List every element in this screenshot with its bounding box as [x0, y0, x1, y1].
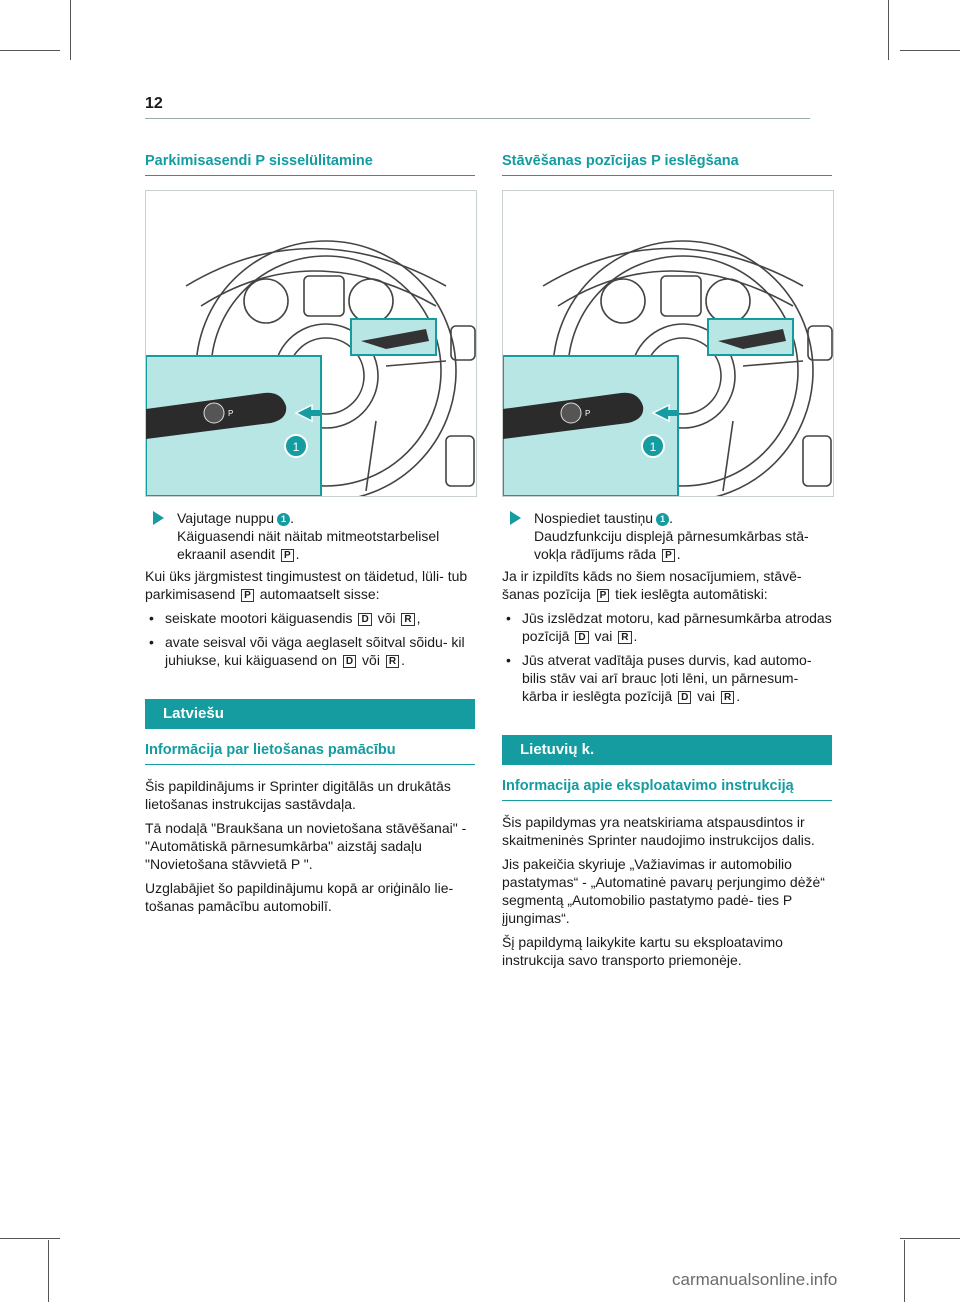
- item-conj: vai: [594, 628, 613, 644]
- figure-callout: 1: [292, 440, 300, 454]
- gear-symbol-r: R: [401, 613, 414, 626]
- step-punct: .: [295, 546, 300, 562]
- condition-list: [145, 609, 475, 669]
- body-paragraph: Šis papildymas yra neatskiriama atspausdintos ir skaitmeninės Sprinter naudojimo instrukcijos dalis.: [502, 814, 815, 848]
- list-item: [145, 633, 475, 669]
- step-result: Daudzfunkciju displejā pārnesumkārbas stā- vokļa rādījums rāda: [534, 528, 809, 562]
- item-text: Jūs atverat vadītāja puses durvis, kad automo- bilis stāv vai arī brauc ļoti lēni, un pārnesum- kārba ir ieslēgta pozīcijā: [522, 652, 812, 704]
- steering-wheel-figure: [145, 190, 477, 497]
- watermark-link[interactable]: carmanualsonline.info: [672, 1270, 838, 1289]
- gear-symbol-r: R: [386, 655, 399, 668]
- item-text: seiskate mootori käiguasendis: [165, 610, 353, 626]
- crop-mark: [888, 0, 889, 60]
- crop-mark: [0, 1238, 60, 1239]
- crop-mark: [900, 50, 960, 51]
- list-item: [145, 609, 475, 627]
- body-paragraph: Tā nodaļā "Braukšana un novietošana stāvēšanai" - "Automātiskā pārnesumkārba" aizstāj sadaļu "Novietošana stāvvietā P ".: [145, 820, 467, 872]
- gear-symbol-p: P: [281, 549, 294, 562]
- condition-intro: [145, 567, 475, 603]
- list-item: [502, 651, 832, 705]
- item-conj: või: [377, 610, 396, 626]
- subsection-heading: Informācija par lietošanas pamācību: [145, 729, 475, 765]
- gear-symbol-d: D: [575, 631, 588, 644]
- condition-list: [502, 609, 832, 705]
- section-heading: Parkimisasendi P sisselülitamine: [145, 152, 475, 176]
- steering-wheel-illustration: [146, 191, 476, 496]
- intro-text: Ja ir izpildīts kāds no šiem nosacījumiem, stāvē- šanas pozīcija: [502, 568, 802, 602]
- list-item: [502, 609, 832, 645]
- body-paragraph: Uzglabājiet šo papildinājumu kopā ar oriģinālo lie- tošanas pamācību automobilī.: [145, 880, 454, 914]
- instruction-step: [145, 509, 475, 563]
- step-arrow-icon: [510, 511, 521, 525]
- header-rule: [145, 118, 810, 119]
- item-punct: .: [633, 628, 638, 644]
- item-text: Jūs izslēdzat motoru, kad pārnesumkārba atrodas pozīcijā: [522, 610, 832, 644]
- step-text: Nospiediet taustiņu: [534, 510, 654, 526]
- gear-symbol-d: D: [343, 655, 356, 668]
- step-punct: .: [676, 546, 681, 562]
- gear-symbol-d: D: [358, 613, 371, 626]
- steering-wheel-illustration: [503, 191, 833, 496]
- step-punct: .: [669, 510, 673, 526]
- step-arrow-icon: [153, 511, 164, 525]
- gear-symbol-p: P: [241, 589, 254, 602]
- crop-mark: [0, 50, 60, 51]
- crop-mark: [900, 1238, 960, 1239]
- intro-text: Kui üks järgmistest tingimustest on täidetud, lüli- tub parkimisasend: [145, 568, 468, 602]
- figure-callout: 1: [649, 440, 657, 454]
- language-banner: Lietuvių k.: [502, 735, 832, 765]
- item-text: avate seisval või väga aeglaselt sõitval sõidu- kil juhiukse, kui käiguasend on: [165, 634, 465, 668]
- item-conj: vai: [697, 688, 716, 704]
- subsection-heading: Informacija apie eksploatavimo instrukciją: [502, 765, 832, 801]
- item-punct: .: [736, 688, 741, 704]
- language-banner: Latviešu: [145, 699, 475, 729]
- step-text: Vajutage nuppu: [177, 510, 275, 526]
- callout-badge: 1: [656, 513, 669, 526]
- lever-label: P: [228, 409, 234, 418]
- item-conj: või: [362, 652, 380, 668]
- callout-badge: 1: [277, 513, 290, 526]
- item-punct: ,: [416, 610, 421, 626]
- steering-wheel-figure: [502, 190, 834, 497]
- body-paragraph: Šį papildymą laikykite kartu su eksploatavimo instrukcija savo transporto priemonėje.: [502, 934, 783, 968]
- condition-intro: [502, 567, 832, 603]
- section-heading: Stāvēšanas pozīcijas P ieslēgšana: [502, 152, 832, 176]
- intro-text-end: automaatselt sisse:: [259, 586, 380, 602]
- gear-symbol-r: R: [618, 631, 631, 644]
- step-punct: .: [290, 510, 294, 526]
- crop-mark: [48, 1240, 49, 1302]
- gear-symbol-d: D: [678, 691, 691, 704]
- crop-mark: [70, 0, 71, 60]
- intro-text-end: tiek ieslēgta automātiski:: [615, 586, 768, 602]
- item-punct: .: [401, 652, 405, 668]
- body-paragraph: Šis papildinājums ir Sprinter digitālās un drukātās lietošanas instrukcijas sastāvdaļa.: [145, 778, 451, 812]
- gear-symbol-r: R: [721, 691, 734, 704]
- left-column: [145, 152, 475, 921]
- page-number: 12: [145, 95, 163, 112]
- gear-symbol-p: P: [597, 589, 610, 602]
- crop-mark: [904, 1240, 905, 1302]
- body-paragraph: Jis pakeičia skyriuje „Važiavimas ir automobilio pastatymas“ - „Automatinė pavarų perjungimo dėžė“ segmentą „Automobilio pastatymo padė- ties P įjungimas“.: [502, 856, 825, 926]
- step-result: Käiguasendi näit näitab mitmeotstarbelisel ekraanil asendit: [177, 528, 440, 562]
- lever-label: P: [585, 409, 591, 418]
- right-column: [502, 152, 832, 975]
- gear-symbol-p: P: [662, 549, 675, 562]
- instruction-step: [502, 509, 832, 563]
